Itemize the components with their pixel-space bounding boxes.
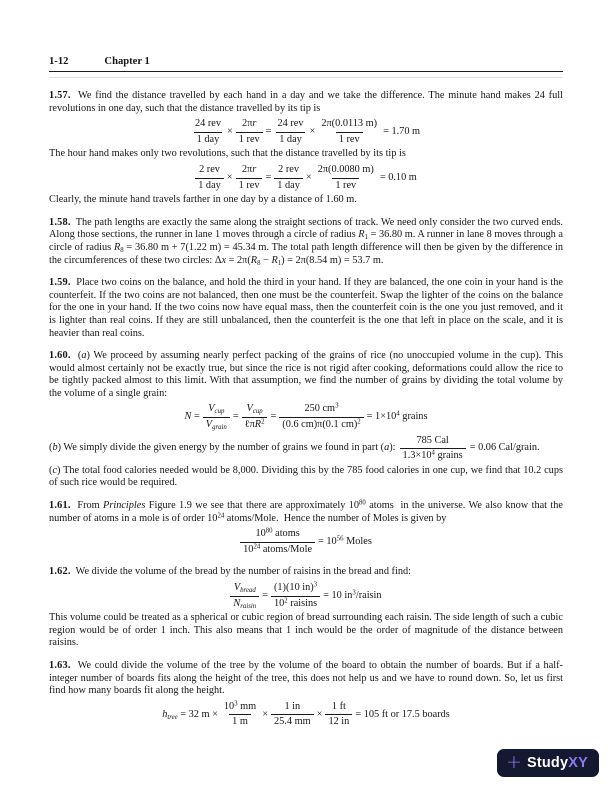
- fraction: $\frac{\text{24 rev}}{\text{1 day}}$: [194, 118, 221, 145]
- equation-text: = 105 ft or 17.5 boards: [355, 708, 450, 720]
- chapter-title: Chapter 1: [104, 56, 150, 67]
- plus-icon: +: [506, 750, 522, 773]
- equation-text: (b) We simply divide the given energy by the number of grains we found in part (a):: [49, 442, 396, 454]
- paragraph: 1.61. From Principles Figure 1.9 we see that there are approximately $10^{80}$ atoms in the universe. We also know that the number of atoms in a mole is of order $10^{24}$ atoms/Mole. Hence the number of Moles is given by: [49, 499, 563, 524]
- equation: [49, 118, 563, 146]
- equation-text: = $1\times 10^4$ grains: [366, 410, 428, 423]
- equation-text: ×: [309, 125, 316, 137]
- logo-text-xy: XY: [568, 755, 588, 771]
- paragraph: This volume could be treated as a spherical or cubic region of bread surrounding each raisin. The side length of such a cubic region would be of order 1 inch. This also means that 1 inch would be the order of magnitude of the distance between raisins.: [49, 612, 563, 649]
- equation-text: ×: [226, 171, 233, 183]
- equation: [49, 582, 563, 610]
- page-header: [49, 56, 563, 67]
- equation-text: ×: [316, 708, 323, 720]
- paragraph: (c) The total food calories needed would be 8,000. Dividing this by the 785 food calories in one cup, we find that 10.2 cups of such rice would be required.: [49, 464, 563, 489]
- equation: [49, 403, 563, 431]
- fraction: $\frac{2\pi(0.0080 m)}{\text{1 rev}}$: [317, 163, 374, 191]
- paragraph: The hour hand makes only two revolutions, such that the distance travelled by its tip is: [49, 148, 406, 160]
- fraction: $\frac{\text{2 rev}}{\text{1 day}}$: [195, 164, 224, 192]
- equation-text: =: [270, 411, 277, 423]
- logo-wordmark: [527, 755, 588, 771]
- fraction: $\frac{(1)(10 in)^3}{10^2 raisins}$: [271, 582, 320, 610]
- fraction: $\frac{\text{24 rev}}{\text{1 day}}$: [277, 118, 304, 145]
- equation-text: ×: [305, 171, 312, 183]
- fraction: $\frac{10^{80} atoms}{10^{24} atoms/Mole}$: [240, 528, 315, 556]
- equation-text: =: [262, 589, 268, 601]
- page-number: 1-12: [49, 56, 69, 67]
- fraction: $\frac{V_{bread}}{N_{raisin}}$: [230, 582, 259, 610]
- equation-text: =: [265, 125, 272, 137]
- paragraph: 1.58. The path lengths are exactly the same along the straight sections of track. We need only consider the two curved ends. Along those sections, the runner in lane 1 moves through a circle of radius $R_1 = 36.80$ m. A runner in lane 8 moves through a circle of radius $R_8 = 36.80$ m + 7(1.22 m) = 45.34 m. The total path length difference will then be given by the difference in the circumferences of these two circles: $\Delta x = 2\pi(R_8 - R_1) = 2\pi(8.54$ m) = 53.7 m.: [49, 216, 563, 267]
- equation-text: = 0.10 m: [379, 171, 417, 183]
- fraction: $\frac{V_{cup}}{V_{grain}}$: [203, 403, 230, 431]
- paragraph: 1.63. We could divide the volume of the tree by the volume of the board to obtain the number of boards. But if a half-integer number of boards fits along the height of the tree, this does not help us and we have to round down. So, let us first find how many boards fit along the height.: [49, 659, 563, 697]
- fraction: $\frac{2\pi(0.0113 m)}{\text{1 rev}}$: [321, 118, 378, 145]
- equation: [49, 164, 563, 192]
- fraction: $\frac{\text{2 rev}}{\text{1 day}}$: [274, 164, 303, 192]
- equation-text: $h_{tree} = 32$ m ×: [162, 708, 218, 721]
- equation-text: = 0.06 Cal/grain.: [469, 442, 540, 454]
- fraction: $\frac{2\pi r}{\text{1 rev}}$: [236, 164, 263, 192]
- document-body: [49, 90, 563, 729]
- fraction: $\frac{2\pi r}{\text{1 rev}}$: [236, 118, 263, 146]
- equation-text: ×: [226, 125, 233, 137]
- paragraph: 1.62. We divide the volume of the bread by the number of raisins in the bread and find:: [49, 566, 411, 578]
- header-rule: [49, 71, 563, 72]
- equation: [49, 528, 563, 556]
- equation-text: = $10^{56}$ Moles: [318, 535, 372, 548]
- paragraph: 1.57. We find the distance travelled by each hand in a day and we take the difference. The minute hand makes 24 full revolutions in one day, such that the distance travelled by its tip is: [49, 90, 563, 114]
- equation-text: =: [265, 171, 272, 183]
- fraction: $\frac{1 in}{25.4 mm}$: [271, 701, 314, 729]
- logo-text-study: Study: [526, 755, 569, 771]
- equation: [49, 701, 563, 729]
- equation-text: = 1.70 m: [383, 125, 421, 137]
- equation-text: N =: [184, 411, 200, 423]
- fraction: $\frac{1 ft}{12 in}$: [325, 701, 352, 729]
- paragraph: 1.59. Place two coins on the balance, and hold the third in your hand. If they are balanced, the one coin in your hand is the counterfeit. If the two coins are not balanced, then one must be the counterfeit. Swap the lighter of the coins on the balance for the one in your hand. If the two coins now have equal mass, then the counterfeit coin is the one you just removed, and it is lighter than real coins. If they are still unbalanced, then the counterfeit is the one that left in place on the scale, and it is heavier than real coins.: [49, 277, 563, 339]
- fraction: $\frac{250 cm^3}{(0.6 cm)\pi(0.1 cm)^2}$: [279, 403, 363, 431]
- equation: [49, 435, 563, 463]
- fraction: $\frac{\text{785 Cal}}{1.3\times 10^4 grains}$: [400, 435, 466, 463]
- paragraph: Clearly, the minute hand travels farther in one day by a distance of 1.60 m.: [49, 194, 357, 206]
- paragraph: 1.60. (a) We proceed by assuming nearly perfect packing of the grains of rice (no unoccupied volume in the cup). This would almost certainly not be exactly true, but since the rice is not rigid after cooking, deformations could allow the rice to be tightly packed almost to this limit. With that assumption, we find the number of grains by dividing the total volume by the volume of a single grain:: [49, 350, 564, 399]
- studyxy-logo: [497, 749, 599, 777]
- equation-text: ×: [262, 708, 268, 720]
- equation-text: =: [232, 411, 239, 423]
- fraction: $\frac{V_{cup}}{\ell\pi R^2}$: [242, 403, 268, 431]
- fraction: $\frac{10^3 mm}{1 m}$: [223, 700, 257, 728]
- header-rule-shadow: [49, 77, 563, 78]
- equation-text: = 10 $in^3$/raisin: [323, 589, 382, 601]
